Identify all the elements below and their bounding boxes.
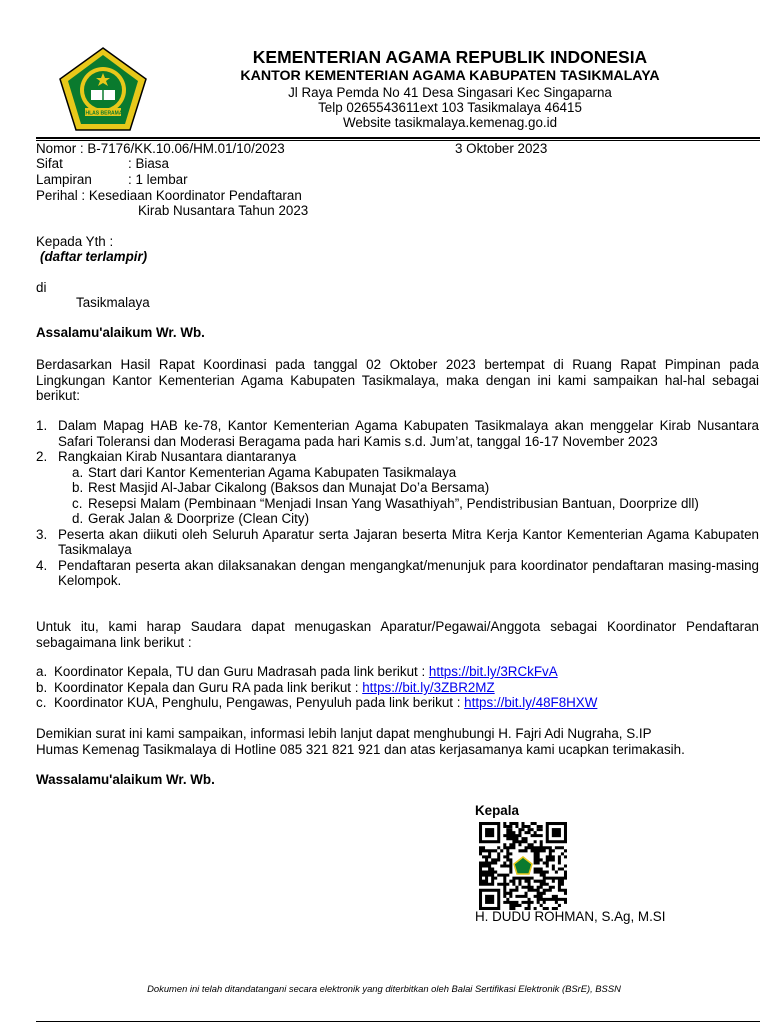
greeting: Assalamu'alaikum Wr. Wb. (36, 325, 205, 340)
letterhead-divider-thick (36, 137, 760, 139)
lampiran-label: Lampiran (36, 172, 92, 187)
lampiran-value-row: : 1 lembar (128, 172, 188, 187)
list-item-number: 2. (36, 449, 48, 464)
lampiran-value: 1 lembar (135, 172, 188, 187)
sub-list-item (72, 480, 759, 496)
sub-item-text: Start dari Kantor Kementerian Agama Kabupaten Tasikmalaya (88, 464, 457, 480)
list-item (36, 449, 759, 465)
sub-item-text: Rest Masjid Al-Jabar Cikalong (Baksos dan Munajat Do’a Bersama) (88, 480, 490, 495)
sub-list (36, 465, 759, 527)
letterhead-ministry: KEMENTERIAN AGAMA REPUBLIK INDONESIA (252, 47, 648, 67)
recipient-list-note: (daftar terlampir) (40, 249, 148, 264)
link-item-text: Koordinator Kepala, TU dan Guru Madrasah pada link berikut : (54, 664, 429, 679)
list-item-number: 4. (36, 557, 48, 573)
letterhead-office: KANTOR KEMENTERIAN AGAMA KABUPATEN TASIKMALAYA (240, 68, 660, 84)
sub-list-item (72, 496, 759, 512)
letter-date: 3 Oktober 2023 (455, 141, 548, 156)
sub-item-text: Resepsi Malam (Pembinaan “Menjadi Insan Yang Wasathiyah”, Pendistribusian Bantuan, Doorprize dll) (88, 495, 699, 511)
sub-item-letter: a. (72, 464, 84, 480)
perihal-line2: Kirab Nusantara Tahun 2023 (138, 203, 309, 218)
footer-divider (36, 1021, 760, 1022)
letterhead-website: Website tasikmalaya.kemenag.go.id (342, 115, 558, 130)
list-item-text: Peserta akan diikuti oleh Seluruh Aparatur serta Jajaran beserta Mitra Kerja Kantor Kementerian Agama Kabupaten Tasikmalaya (58, 526, 759, 557)
link-item-letter: b. (36, 680, 48, 695)
signature-qr-code (479, 822, 567, 910)
recipient-city: Tasikmalaya (76, 295, 150, 310)
list-item (36, 558, 759, 589)
perihal-line1: Kesediaan Koordinator Pendaftaran (88, 188, 302, 203)
e-signature-note: Dokumen ini telah ditandatangani secara elektronik yang diterbitkan oleh Balai Sertifikasi Elektronik (BSrE), BSSN (147, 983, 621, 994)
nomor-label: Nomor (36, 141, 77, 156)
nomor-row: Nomor : B-7176/KK.10.06/HM.01/10/2023 (36, 141, 285, 156)
sub-list-item (72, 511, 759, 527)
sub-item-letter: b. (72, 480, 84, 495)
sifat-value-row: : Biasa (128, 156, 169, 171)
list-item-number: 3. (36, 526, 48, 542)
perihal-row: Perihal : Kesediaan Koordinator Pendaftaran (36, 188, 302, 203)
recipient-kepada: Kepada Yth : (36, 234, 114, 249)
untuk-paragraph: Untuk itu, kami harap Saudara dapat menugaskan Aparatur/Pegawai/Anggota sebagai Koordinator Pendaftaran sebagaimana link berikut : (36, 619, 759, 650)
perihal-label: Perihal (36, 188, 78, 203)
link-item-text: Koordinator KUA, Penghulu, Pengawas, Penyuluh pada link berikut : (54, 695, 465, 710)
list-item-text: Pendaftaran peserta akan dilaksanakan dengan mengangkat/menunjuk para koordinator pendaftaran masing-masing Kelompok. (58, 557, 759, 588)
link-item-text: Koordinator Kepala dan Guru RA pada link berikut : (54, 680, 363, 695)
sub-item-letter: c. (72, 495, 83, 511)
list-item-text: Rangkaian Kirab Nusantara diantaranya (58, 449, 297, 464)
list-item-number: 1. (36, 418, 48, 433)
link-item (36, 664, 558, 680)
signature-title: Kepala (475, 803, 519, 818)
sub-item-letter: d. (72, 511, 84, 526)
sifat-label: Sifat (36, 156, 63, 171)
link-item (36, 680, 495, 696)
list-item (36, 418, 759, 449)
farewell: Wassalamu'alaikum Wr. Wb. (36, 772, 215, 787)
emblem-motto: IKHLAS BERAMAL (80, 110, 126, 117)
registration-link-ra[interactable]: https://bit.ly/3ZBR2MZ (362, 680, 495, 695)
link-item-letter: c. (36, 695, 47, 710)
letterhead-phone: Telp 0265543611ext 103 Tasikmalaya 46415 (318, 100, 582, 115)
list-item-text: Dalam Mapag HAB ke-78, Kantor Kementerian Agama Kabupaten Tasikmalaya akan menggelar Kirab Nusantara Safari Toleransi dan Moderasi Beragama pada hari Kamis s.d. Jum’at, tanggal 16-17 November 2023 (58, 418, 759, 449)
link-item-letter: a. (36, 664, 48, 679)
numbered-list (36, 418, 759, 589)
nomor-value: B-7176/KK.10.06/HM.01/10/2023 (87, 141, 285, 156)
list-item (36, 527, 759, 558)
registration-link-madrasah[interactable]: https://bit.ly/3RCkFvA (428, 664, 558, 679)
recipient-di: di (36, 280, 47, 295)
sub-list-item (72, 465, 759, 481)
sub-item-text: Gerak Jalan & Doorprize (Clean City) (88, 511, 310, 526)
closing-line-2: Humas Kemenag Tasikmalaya di Hotline 085 321 821 921 dan atas kerjasamanya kami ucapkan terimakasih. (36, 742, 685, 757)
intro-paragraph: Berdasarkan Hasil Rapat Koordinasi pada tanggal 02 Oktober 2023 bertempat di Ruang Rapat Pimpinan pada Lingkungan Kantor Kementerian Agama Kabupaten Tasikmalaya, maka dengan ini kami sampaikan hal-hal sebagai berikut: (36, 357, 759, 403)
signatory-name: H. DUDU ROHMAN, S.Ag, M.SI (475, 909, 666, 924)
closing-line-1: Demikian surat ini kami sampaikan, informasi lebih lanjut dapat menghubungi H. Fajri Adi Nugraha, S.IP (36, 726, 652, 741)
link-item (36, 695, 597, 711)
letterhead-address: Jl Raya Pemda No 41 Desa Singasari Kec Singaparna (288, 85, 612, 100)
sifat-value: Biasa (135, 156, 169, 171)
ministry-emblem (58, 46, 148, 132)
registration-link-kua[interactable]: https://bit.ly/48F8HXW (464, 695, 598, 710)
